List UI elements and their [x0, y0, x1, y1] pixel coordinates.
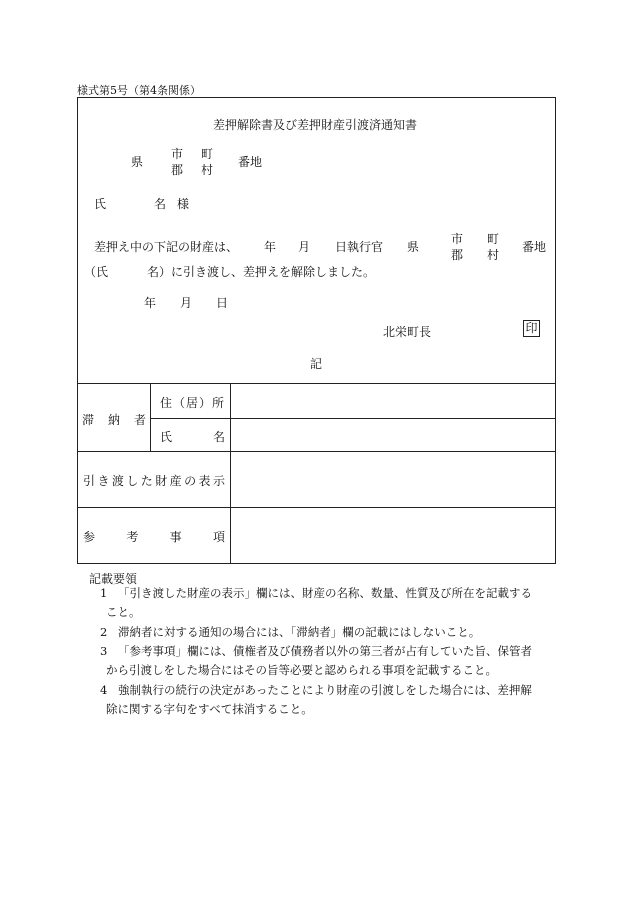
note-1-line1: 「引き渡した財産の表示」欄には、財産の名称、数量、性質及び所在を記載する	[118, 586, 532, 600]
addressee-city: 市	[171, 147, 184, 161]
table-top-line	[77, 383, 556, 384]
body-line2-open: （氏	[84, 265, 109, 279]
addressee-village: 村	[201, 163, 214, 177]
delinquent-label-char: 滞	[82, 413, 95, 427]
body-month: 月	[298, 240, 311, 254]
reference-label-char: 考	[126, 530, 139, 544]
property-label-char: の	[184, 474, 197, 488]
note-3-num: 3	[100, 644, 108, 658]
body-city: 市	[451, 232, 464, 246]
note-4-num: 4	[100, 683, 108, 697]
body-line1-start: 差押え中の下記の財産は、	[94, 240, 239, 254]
date-year: 年	[144, 296, 157, 310]
note-3-line2: から引渡しをした場合にはその旨等必要と認められる事項を記載すること。	[106, 663, 497, 677]
body-lot: 番地	[522, 240, 547, 254]
delinquent-label	[82, 411, 146, 428]
date-month: 月	[180, 296, 193, 310]
notes-heading: 記載要領	[89, 572, 138, 586]
delinquent-label-char: 者	[133, 413, 146, 427]
addressee-lot: 番地	[238, 155, 263, 169]
body-town: 町	[487, 232, 500, 246]
date-day: 日	[216, 296, 229, 310]
note-1-num: 1	[100, 586, 108, 600]
form-number: 様式第5号（第4条関係）	[77, 84, 201, 97]
notice-title: 差押解除書及び差押財産引渡済通知書	[212, 118, 417, 132]
table-vline-inner	[150, 383, 151, 451]
addressee-town: 町	[201, 147, 214, 161]
property-label-char: 産	[169, 474, 182, 488]
table-line-2	[77, 451, 556, 452]
property-label-char: 財	[155, 474, 168, 488]
property-label-char: 渡	[111, 474, 124, 488]
seal-mark: 印	[523, 320, 540, 337]
property-label	[83, 472, 225, 489]
body-prefecture: 県	[407, 240, 420, 254]
body-year: 年	[264, 240, 277, 254]
addressee-name-label-1: 氏	[94, 197, 107, 211]
reference-label	[83, 528, 225, 545]
body-village: 村	[487, 248, 500, 262]
property-label-char: き	[97, 474, 110, 488]
table-name-label-1: 氏	[160, 430, 173, 444]
reference-label-char: 参	[83, 530, 96, 544]
issuer-title: 北栄町長	[383, 325, 432, 339]
ki-label: 記	[310, 357, 323, 371]
reference-label-char: 事	[169, 530, 182, 544]
addressee-prefecture: 県	[131, 155, 144, 169]
address-label: 住（居）所	[160, 396, 226, 410]
note-4-line1: 強制執行の続行の決定があったことにより財産の引渡しをした場合には、差押解	[118, 683, 532, 697]
note-1-line2: こと。	[106, 605, 141, 619]
form-box	[77, 97, 556, 564]
body-line2-rest: 名）に引き渡し、差押えを解除しました。	[147, 265, 376, 279]
note-2-line1: 滞納者に対する通知の場合には、「滞納者」欄の記載にはしないこと。	[118, 625, 481, 639]
note-2-num: 2	[100, 625, 108, 639]
table-line-3	[77, 507, 556, 508]
property-label-char: 示	[212, 474, 225, 488]
property-label-char: 表	[198, 474, 211, 488]
note-4-line2: 除に関する字句をすべて抹消すること。	[106, 702, 313, 716]
addressee-county: 郡	[171, 163, 184, 177]
body-county: 郡	[451, 248, 464, 262]
note-3-line1: 「参考事項」欄には、債権者及び債務者以外の第三者が占有していた旨、保管者	[118, 644, 532, 658]
property-label-char: た	[140, 474, 153, 488]
table-vline-main	[230, 383, 231, 564]
table-name-label-2: 名	[213, 430, 226, 444]
table-mid-line	[150, 418, 556, 419]
property-label-char: 引	[83, 474, 96, 488]
addressee-name-label-2: 名	[154, 197, 167, 211]
reference-label-char: 項	[212, 530, 225, 544]
addressee-honorific: 様	[177, 197, 190, 211]
body-day-officer: 日執行官	[335, 240, 384, 254]
property-label-char: し	[126, 474, 139, 488]
delinquent-label-char: 納	[107, 413, 120, 427]
